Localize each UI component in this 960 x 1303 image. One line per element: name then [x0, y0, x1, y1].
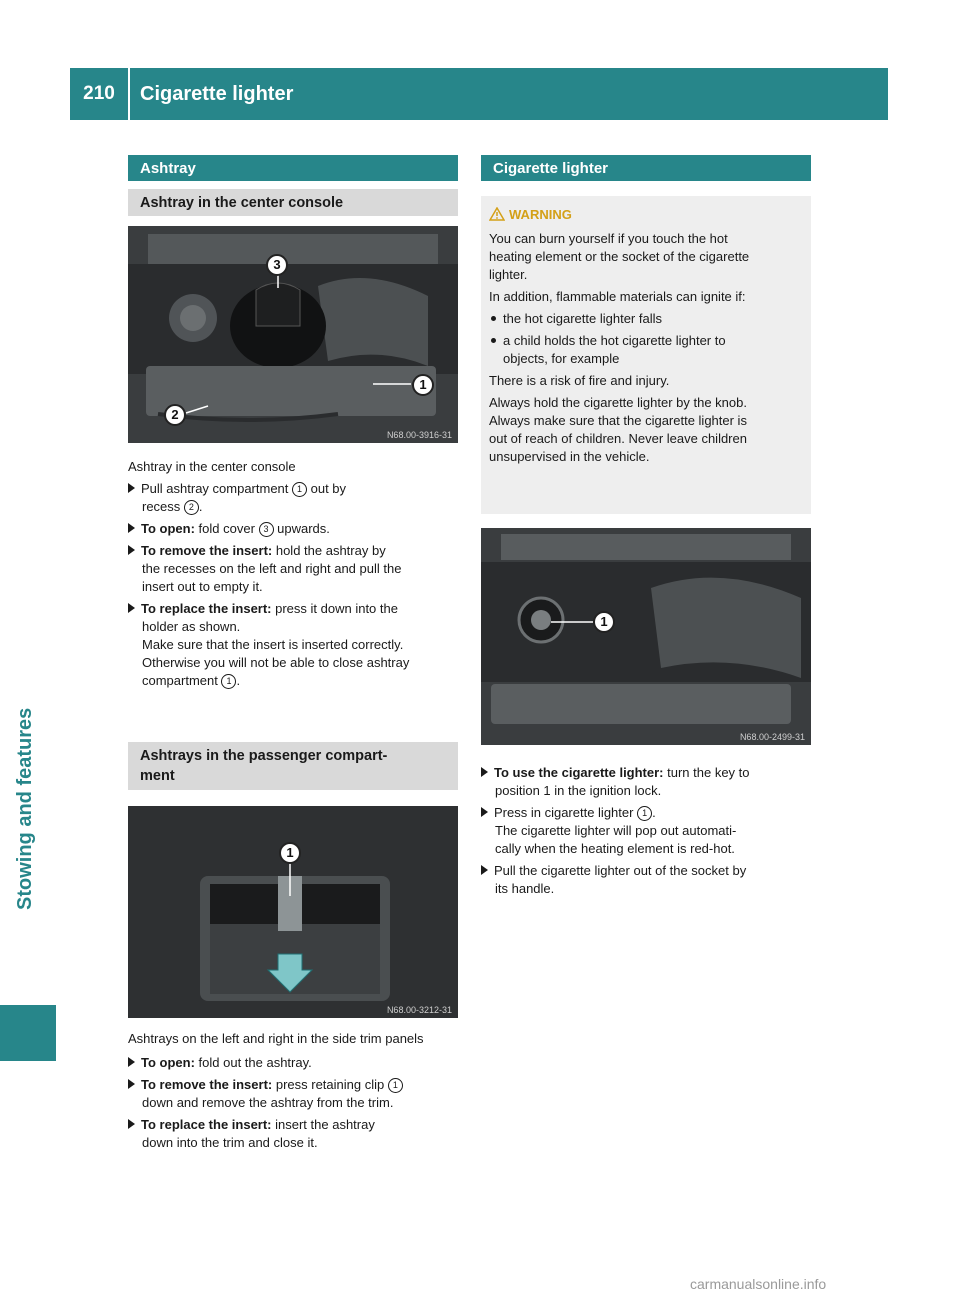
- warning-paragraph-4: Always hold the cigarette lighter by the knob. Always make sure that the cigarette lighter is out of reach of children. Never leave children unsupervised in the vehicle.: [489, 395, 747, 464]
- sidebar-chapter-title: Stowing and features: [14, 707, 36, 910]
- step-item: To replace the insert: insert the ashtray down into the trim and close it.: [128, 1116, 462, 1152]
- warning-paragraph-2: In addition, flammable materials can ignite if:: [489, 289, 746, 304]
- step-item: Pull the cigarette lighter out of the socket by its handle.: [481, 862, 815, 898]
- figure-cigarette-lighter: [481, 528, 811, 745]
- step-arrow-icon: [128, 603, 135, 613]
- inline-callout: 1: [637, 806, 652, 821]
- section-title-cigarette-lighter: [481, 155, 811, 181]
- callout-1: 1: [412, 374, 434, 396]
- warning-paragraph-3: There is a risk of fire and injury.: [489, 373, 670, 388]
- inline-callout: 1: [221, 674, 236, 689]
- figure-id: N68.00-3916-31: [386, 430, 452, 440]
- figure-caption-1: Ashtray in the center console: [128, 459, 296, 474]
- figure-ashtray-center-console: [128, 226, 458, 443]
- step-item: To replace the insert: press it down into the holder as shown. Make sure that the insert is inserted correctly. Otherwise you will not be able to close ashtray compartment 1 .: [128, 600, 462, 690]
- step-arrow-icon: [481, 865, 488, 875]
- subsection-title-text: Ashtray in the center console: [140, 194, 344, 211]
- section-title-text: Ashtray: [140, 159, 196, 177]
- warning-triangle-icon: [489, 207, 505, 221]
- subsection-title-line2: ment: [140, 768, 175, 784]
- steps-passenger: [128, 1054, 462, 1156]
- callout-1: 1: [593, 611, 615, 633]
- step-item: To remove the insert: press retaining clip 1 down and remove the ashtray from the trim.: [128, 1076, 462, 1112]
- step-arrow-icon: [128, 523, 135, 533]
- step-item: To open: fold cover 3 upwards.: [128, 520, 462, 538]
- step-arrow-icon: [128, 483, 135, 493]
- warning-label: WARNING: [509, 207, 572, 222]
- inline-callout: 3: [259, 522, 274, 537]
- step-arrow-icon: [481, 807, 488, 817]
- bullet-dot-icon: [491, 316, 496, 321]
- step-item: Pull ashtray compartment 1 out by recess 2 .: [128, 480, 462, 516]
- inline-callout: 2: [184, 500, 199, 515]
- warning-bullet: a child holds the hot cigarette lighter to objects, for example: [489, 332, 811, 368]
- step-arrow-icon: [128, 1079, 135, 1089]
- inline-callout: 1: [292, 482, 307, 497]
- steps-cigarette-lighter: [481, 764, 815, 902]
- page-number: 210: [83, 83, 115, 104]
- passenger-ashtray-illustration: [128, 806, 458, 1018]
- step-item: Press in cigarette lighter 1 . The cigarette lighter will pop out automati- cally when the heating element is red-hot.: [481, 804, 815, 858]
- section-title-text: Cigarette lighter: [493, 159, 609, 177]
- warning-paragraph-1: You can burn yourself if you touch the hot heating element or the socket of the cigarette lighter.: [489, 231, 750, 282]
- step-arrow-icon: [128, 545, 135, 555]
- subsection-title-center-console: [128, 189, 458, 216]
- figure-id: N68.00-3212-31: [386, 1005, 452, 1015]
- figure-caption-2: Ashtrays on the left and right in the side trim panels: [128, 1031, 424, 1046]
- subsection-title-line1: Ashtrays in the passenger compart-: [140, 748, 388, 764]
- step-arrow-icon: [128, 1119, 135, 1129]
- subsection-title-passenger: [128, 742, 458, 790]
- step-item: To open: fold out the ashtray.: [128, 1054, 462, 1072]
- callout-1: 1: [279, 842, 301, 864]
- step-item: To use the cigarette lighter: turn the key to position 1 in the ignition lock.: [481, 764, 815, 800]
- header-title: Cigarette lighter: [140, 83, 294, 105]
- sidebar-marker: [0, 1005, 56, 1061]
- figure-ashtray-passenger: [128, 806, 458, 1018]
- warning-heading: [489, 206, 811, 224]
- warning-content: [489, 206, 811, 466]
- cigarette-lighter-illustration: [481, 528, 811, 745]
- bullet-dot-icon: [491, 338, 496, 343]
- step-arrow-icon: [481, 767, 488, 777]
- callout-3: 3: [266, 254, 288, 276]
- warning-bullet: the hot cigarette lighter falls: [489, 310, 811, 328]
- header-divider: [128, 68, 130, 120]
- figure-id: N68.00-2499-31: [739, 732, 805, 742]
- section-title-ashtray: [128, 155, 458, 181]
- inline-callout: 1: [388, 1078, 403, 1093]
- watermark-link[interactable]: carmanualsonline.info: [690, 1276, 827, 1292]
- callout-2: 2: [164, 404, 186, 426]
- step-item: To remove the insert: hold the ashtray by the recesses on the left and right and pull the insert out to empty it.: [128, 542, 462, 596]
- step-arrow-icon: [128, 1057, 135, 1067]
- steps-center-console: [128, 480, 462, 694]
